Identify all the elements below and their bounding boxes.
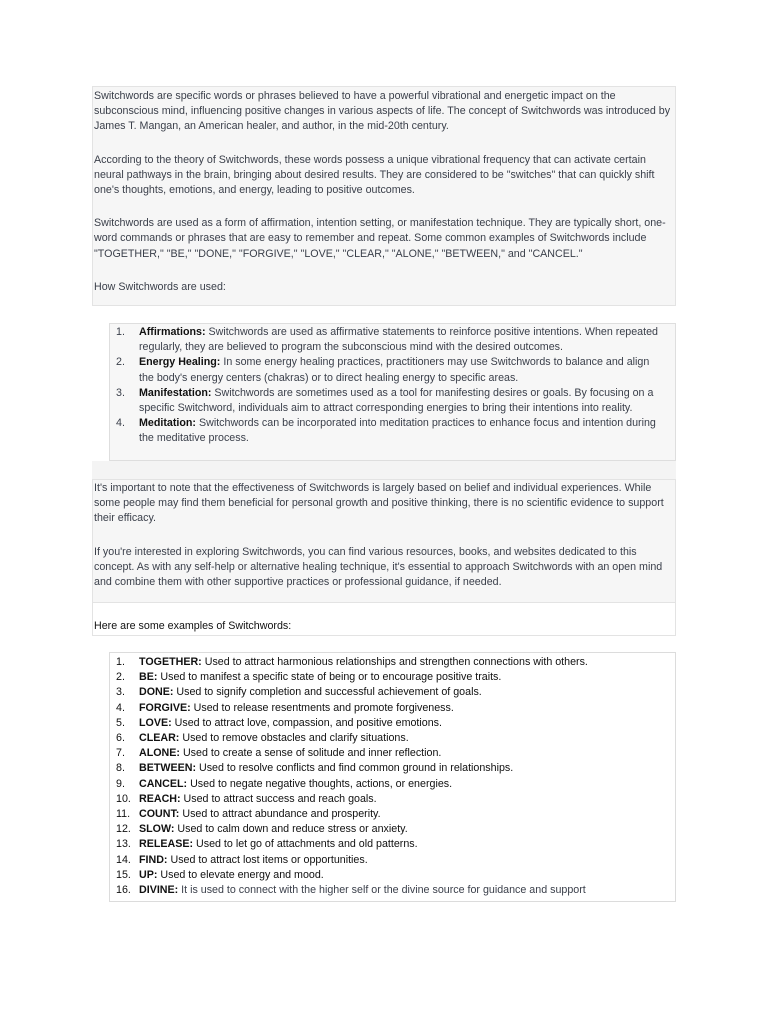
uses-list-section (109, 323, 676, 461)
intro-paragraph: According to the theory of Switchwords, these words possess a unique vibrational frequency that can activate certain neural pathways in the brain, bringing about desired results. They are considered to be "switches" that can quickly shift one's thoughts, emotions, and energy, leading to positive outcomes. (94, 153, 655, 197)
list-description: It is used to connect with the higher self or the divine source for guidance and support (178, 884, 586, 897)
list-description: Used to negate negative thoughts, actions, or energies. (187, 777, 453, 790)
intro-section (92, 86, 676, 306)
list-item (110, 807, 671, 822)
list-term: Manifestation: (139, 386, 212, 399)
list-number: 13. (116, 838, 131, 851)
list-description: Used to attract harmonious relationships and strengthen connections with others. (201, 656, 588, 668)
list-number: 2. (116, 356, 125, 369)
list-item (110, 716, 671, 731)
list-term: CLEAR: (139, 732, 180, 745)
list-description: Switchwords are sometimes used as a tool for manifesting desires or goals. By focusing on a specific Switchword, individuals aim to attract corresponding energies to bring their intentions into reality. (139, 386, 654, 415)
list-description: Used to manifest a specific state of being or to encourage positive traits. (157, 671, 502, 684)
list-number: 1. (116, 656, 125, 668)
list-description: Switchwords are used as affirmative statements to reinforce positive intentions. When repeated regularly, they are believed to program the subconscious mind with the desired outcomes. (139, 326, 658, 354)
uses-heading: How Switchwords are used: (94, 280, 226, 293)
list-description: Used to resolve conflicts and find common ground in relationships. (196, 762, 514, 775)
list-term: COUNT: (139, 808, 180, 821)
list-number: 7. (116, 747, 125, 760)
list-item (110, 777, 671, 792)
list-description: Used to attract love, compassion, and positive emotions. (171, 716, 442, 729)
list-term: BETWEEN: (139, 762, 196, 775)
list-number: 4. (116, 701, 125, 714)
list-description: In some energy healing practices, practitioners may use Switchwords to balance and align the body's energy centers (chakras) or to direct healing energy to specific areas. (139, 356, 650, 384)
list-term: Affirmations: (139, 326, 206, 338)
list-number: 3. (116, 386, 125, 399)
list-term: BE: (139, 671, 158, 684)
list-description: Used to release resentments and promote forgiveness. (190, 701, 454, 714)
list-description: Used to attract abundance and prosperity. (179, 808, 381, 821)
list-number: 10. (116, 792, 131, 805)
list-item (110, 883, 671, 898)
list-item (110, 731, 671, 746)
list-item (110, 746, 671, 761)
list-number: 2. (116, 671, 125, 684)
note-paragraph: It's important to note that the effectiveness of Switchwords is largely based on belief and individual experiences. While some people may find them beneficial for personal growth and positive thinking, there is no scientific evidence to support their efficacy. (94, 482, 664, 525)
list-item (110, 655, 671, 670)
list-item (110, 386, 667, 416)
list-item (110, 792, 671, 807)
list-term: DONE: (139, 686, 174, 699)
list-term: RELEASE: (139, 838, 194, 851)
examples-heading: Here are some examples of Switchwords: (92, 603, 676, 636)
section-divider (92, 461, 676, 479)
list-item (110, 853, 671, 868)
list-number: 9. (116, 777, 125, 790)
note-section (92, 479, 676, 603)
list-description: Used to let go of attachments and old patterns. (193, 838, 418, 851)
list-item (110, 868, 671, 883)
list-term: ALONE: (139, 747, 180, 760)
examples-list-section (109, 652, 676, 902)
list-item (110, 701, 671, 716)
list-term: Energy Healing: (139, 356, 221, 369)
list-description: Used to remove obstacles and clarify situations. (179, 732, 409, 745)
list-description: Used to elevate energy and mood. (157, 868, 324, 881)
list-item (110, 416, 667, 446)
list-description: Switchwords can be incorporated into meditation practices to enhance focus and intention during the meditative process. (139, 417, 656, 445)
list-term: SLOW: (139, 823, 175, 836)
list-item (110, 837, 671, 852)
list-number: 12. (116, 823, 131, 836)
list-term: TOGETHER: (139, 656, 202, 668)
list-term: DIVINE: (139, 884, 179, 897)
list-number: 6. (116, 732, 125, 745)
list-term: UP: (139, 868, 158, 881)
list-number: 14. (116, 853, 131, 866)
list-number: 8. (116, 762, 125, 775)
intro-paragraph: Switchwords are specific words or phrases believed to have a powerful vibrational and energetic impact on the subconscious mind, influencing positive changes in various aspects of life. The concept of Switchwords was introduced by James T. Mangan, an American healer, and author, in the mid-20th century. (94, 90, 671, 133)
list-number: 5. (116, 716, 125, 729)
list-item (110, 822, 671, 837)
list-number: 11. (116, 808, 131, 821)
list-number: 3. (116, 686, 125, 699)
note-paragraph: If you're interested in exploring Switchwords, you can find various resources, books, and websites dedicated to this concept. As with any self-help or alternative healing technique, it's essential to approach Switchwords with an open mind and combine them with other supportive practices or professional guidance, if needed. (94, 545, 663, 589)
list-number: 1. (116, 326, 125, 338)
list-number: 16. (116, 884, 131, 897)
list-item (110, 325, 667, 355)
examples-list (110, 655, 671, 898)
list-description: Used to create a sense of solitude and inner reflection. (179, 747, 442, 760)
list-item (110, 761, 671, 776)
list-description: Used to attract lost items or opportunities. (167, 853, 368, 866)
list-description: Used to attract success and reach goals. (180, 792, 377, 805)
list-term: FIND: (139, 853, 168, 866)
list-description: Used to calm down and reduce stress or anxiety. (174, 823, 408, 836)
list-term: CANCEL: (139, 777, 188, 790)
intro-paragraph: Switchwords are used as a form of affirmation, intention setting, or manifestation technique. They are typically short, one-word commands or phrases that are easy to remember and repeat. Some common examples of Switchwords include "TOGETHER," "BE," "DONE," "FORGIVE," "LOVE," "CLEAR," "ALONE," "BETWEEN," and "CANCEL." (94, 217, 666, 260)
list-item (110, 685, 671, 700)
list-number: 15. (116, 868, 131, 881)
list-term: REACH: (139, 792, 181, 805)
list-term: LOVE: (139, 716, 172, 729)
list-number: 4. (116, 417, 125, 430)
list-description: Used to signify completion and successful achievement of goals. (173, 686, 482, 699)
list-term: FORGIVE: (139, 701, 191, 714)
list-term: Meditation: (139, 417, 196, 430)
list-item (110, 670, 671, 685)
uses-list (110, 325, 667, 447)
list-item (110, 355, 667, 385)
